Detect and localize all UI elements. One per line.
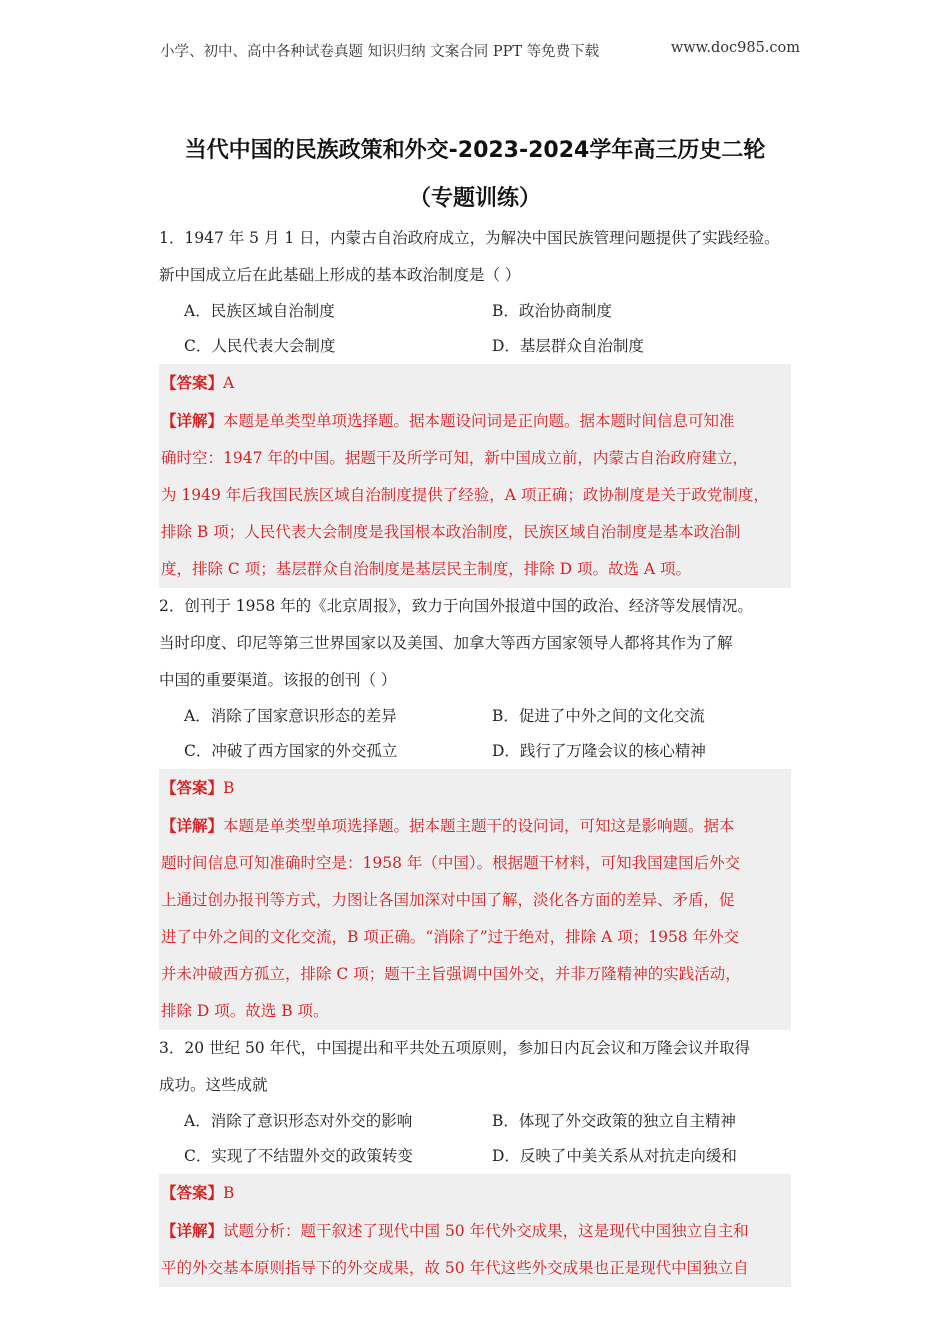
- option-a: A．消除了意识形态对外交的影响: [184, 1112, 413, 1130]
- detail-line: 并未冲破西方孤立，排除 C 项；题干主旨强调中国外交，并非万隆精神的实践活动，: [161, 965, 741, 983]
- header-url: www.doc985.com: [670, 40, 800, 56]
- option-c: C．人民代表大会制度: [184, 337, 336, 355]
- question-stem-line: 中国的重要渠道。该报的创刊（ ）: [159, 671, 397, 689]
- detail-line: 进了中外之间的文化交流，B 项正确。“消除了”过于绝对，排除 A 项；1958 年外交: [161, 928, 740, 946]
- answer-value: B: [223, 779, 235, 797]
- answer-label: 【答案】: [161, 1183, 224, 1202]
- answer-block: [159, 364, 791, 588]
- document-title: 当代中国的民族政策和外交-2023-2024学年高三历史二轮: [184, 138, 766, 163]
- detail-line: 平的外交基本原则指导下的外交成果，故 50 年代这些外交成果也正是现代中国独立自: [161, 1259, 749, 1277]
- detail-line: 题时间信息可知准确时空是：1958 年（中国）。根据题干材料，可知我国建国后外交: [161, 854, 741, 872]
- detail-line: 度，排除 C 项；基层群众自治制度是基层民主制度，排除 D 项。故选 A 项。: [161, 560, 692, 578]
- detail-line: 排除 D 项。故选 B 项。: [161, 1002, 329, 1020]
- detail-label: 【详解】: [161, 411, 224, 430]
- answer-line: [161, 769, 789, 807]
- answer-line: [161, 364, 789, 402]
- options: [159, 294, 791, 364]
- detail-line: 确时空：1947 年的中国。据题干及所学可知，新中国成立前，内蒙古自治政府建立，: [161, 449, 748, 467]
- question-2: [159, 588, 791, 1030]
- option-b: B．政治协商制度: [492, 302, 612, 320]
- detail-line: 为 1949 年后我国民族区域自治制度提供了经验，A 项正确；政协制度是关于政党制度，: [161, 486, 769, 504]
- detail-line: 上通过创办报刊等方式，力图让各国加深对中国了解，淡化各方面的差异、矛盾，促: [161, 891, 735, 909]
- option-c: C．实现了不结盟外交的政策转变: [184, 1147, 413, 1165]
- answer-label: 【答案】: [161, 778, 224, 797]
- option-b: B．体现了外交政策的独立自主精神: [492, 1112, 736, 1130]
- detail-label: 【详解】: [161, 816, 224, 835]
- option-d: D．基层群众自治制度: [492, 337, 644, 355]
- page-header: [160, 40, 800, 61]
- option-b: B．促进了中外之间的文化交流: [492, 707, 705, 725]
- header-left-text: 小学、初中、高中各种试卷真题 知识归纳 文案合同 PPT 等免费下载: [160, 44, 600, 60]
- options: [159, 1104, 791, 1174]
- options: [159, 699, 791, 769]
- document-subtitle: （专题训练）: [408, 186, 541, 211]
- answer-block: [159, 769, 791, 1030]
- detail-label: 【详解】: [161, 1221, 224, 1240]
- answer-value: A: [223, 374, 235, 392]
- detail-line: 【详解】本题是单类型单项选择题。据本题主题干的设问词，可知这是影响题。据本: [161, 816, 735, 835]
- answer-value: B: [223, 1184, 235, 1202]
- option-d: D．反映了中美关系从对抗走向缓和: [492, 1147, 737, 1165]
- question-stem-line: 当时印度、印尼等第三世界国家以及美国、加拿大等西方国家领导人都将其作为了解: [159, 634, 733, 652]
- detail-line: 排除 B 项；人民代表大会制度是我国根本政治制度，民族区域自治制度是基本政治制: [161, 523, 741, 541]
- question-stem-line: 新中国成立后在此基础上形成的基本政治制度是（ ）: [159, 266, 521, 284]
- detail-line: 【详解】试题分析：题干叙述了现代中国 50 年代外交成果，这是现代中国独立自主和: [161, 1221, 749, 1240]
- answer-line: [161, 1174, 789, 1212]
- question-stem-line: 成功。这些成就: [159, 1076, 268, 1094]
- option-a: A．消除了国家意识形态的差异: [184, 707, 397, 725]
- question-stem-line: 3．20 世纪 50 年代，中国提出和平共处五项原则，参加日内瓦会议和万隆会议并取得: [159, 1039, 751, 1057]
- detail-line: 【详解】本题是单类型单项选择题。据本题设问词是正向题。据本题时间信息可知准: [161, 411, 735, 430]
- answer-label: 【答案】: [161, 373, 224, 392]
- question-1: [159, 220, 791, 588]
- question-stem-line: 1．1947 年 5 月 1 日，内蒙古自治政府成立，为解决中国民族管理问题提供了实践经验。: [159, 229, 780, 247]
- question-stem-line: 2．创刊于 1958 年的《北京周报》，致力于向国外报道中国的政治、经济等发展情况。: [159, 597, 753, 615]
- option-d: D．践行了万隆会议的核心精神: [492, 742, 706, 760]
- option-a: A．民族区域自治制度: [184, 302, 335, 320]
- option-c: C．冲破了西方国家的外交孤立: [184, 742, 398, 760]
- question-list: [159, 220, 791, 1287]
- question-3: [159, 1030, 791, 1287]
- answer-block: [159, 1174, 791, 1287]
